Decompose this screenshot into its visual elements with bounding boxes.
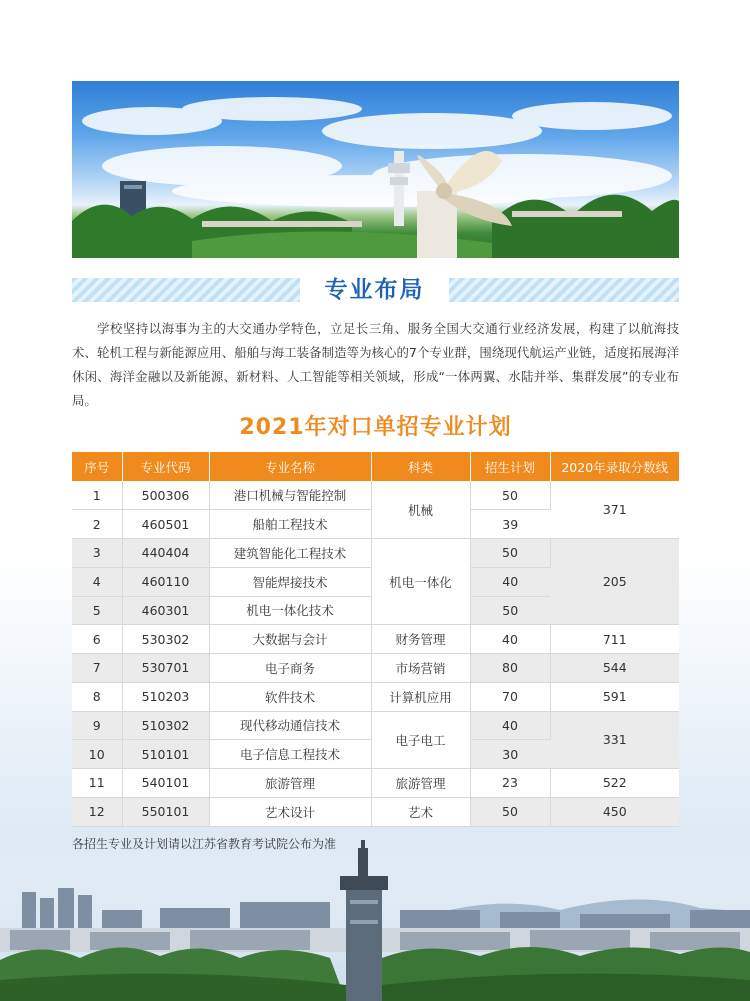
cell-name: 电子信息工程技术 (209, 740, 371, 769)
cell-no: 7 (72, 654, 122, 683)
header-no: 序号 (72, 452, 122, 481)
cell-category: 机械 (371, 481, 470, 539)
cell-code: 460301 (122, 596, 209, 625)
cell-plan: 30 (470, 740, 550, 769)
cell-plan: 50 (470, 797, 550, 826)
cell-plan: 40 (470, 567, 550, 596)
cell-score: 591 (550, 682, 679, 711)
cell-category: 电子电工 (371, 711, 470, 769)
cell-name: 机电一体化技术 (209, 596, 371, 625)
cell-code: 460501 (122, 510, 209, 539)
cell-name: 现代移动通信技术 (209, 711, 371, 740)
enrollment-plan-table (72, 452, 679, 827)
cell-name: 旅游管理 (209, 769, 371, 798)
section-title-bar (72, 275, 679, 305)
cell-name: 船舶工程技术 (209, 510, 371, 539)
cell-code: 510302 (122, 711, 209, 740)
cell-code: 510101 (122, 740, 209, 769)
header-name: 专业名称 (209, 452, 371, 481)
cell-no: 10 (72, 740, 122, 769)
cell-code: 530302 (122, 625, 209, 654)
table-row (72, 682, 679, 711)
table-row (72, 797, 679, 826)
table-row (72, 711, 679, 740)
title-stripe-right (449, 278, 679, 302)
header-plan: 招生计划 (470, 452, 550, 481)
section-title: 专业布局 (324, 277, 425, 303)
cell-plan: 40 (470, 711, 550, 740)
title-stripe-left (72, 278, 300, 302)
cell-plan: 80 (470, 654, 550, 683)
cell-score: 522 (550, 769, 679, 798)
cell-no: 3 (72, 539, 122, 568)
cell-no: 1 (72, 481, 122, 510)
cell-code: 510203 (122, 682, 209, 711)
intro-paragraph: 学校坚持以海事为主的大交通办学特色，立足长三角、服务全国大交通行业经济发展，构建了以航海技术、轮机工程与新能源应用、船舶与海工装备制造等为核心的7个专业群，围绕现代航运产业链，适度拓展海洋休闲、海洋金融以及新能源、新材料、人工智能等相关领域，形成“一体两翼、水陆并举、集群发展”的专业布局。 (72, 321, 679, 408)
table-header-row (72, 452, 679, 481)
cell-no: 11 (72, 769, 122, 798)
cell-no: 4 (72, 567, 122, 596)
table-row (72, 481, 679, 510)
cell-no: 2 (72, 510, 122, 539)
cell-name: 软件技术 (209, 682, 371, 711)
cell-category: 旅游管理 (371, 769, 470, 798)
cell-no: 9 (72, 711, 122, 740)
cell-plan: 23 (470, 769, 550, 798)
header-score: 2020年录取分数线 (550, 452, 679, 481)
cell-no: 12 (72, 797, 122, 826)
cell-no: 5 (72, 596, 122, 625)
cell-plan: 40 (470, 625, 550, 654)
cell-name: 智能焊接技术 (209, 567, 371, 596)
city-skyline-illustration (0, 840, 750, 1001)
cell-category: 财务管理 (371, 625, 470, 654)
table-row (72, 654, 679, 683)
cell-name: 电子商务 (209, 654, 371, 683)
cell-code: 540101 (122, 769, 209, 798)
cell-score: 331 (550, 711, 679, 769)
cell-score: 205 (550, 539, 679, 625)
cell-code: 500306 (122, 481, 209, 510)
cell-name: 艺术设计 (209, 797, 371, 826)
header-category: 科类 (371, 452, 470, 481)
cell-code: 530701 (122, 654, 209, 683)
cell-category: 艺术 (371, 797, 470, 826)
cell-score: 450 (550, 797, 679, 826)
table-row (72, 769, 679, 798)
cell-name: 建筑智能化工程技术 (209, 539, 371, 568)
header-code: 专业代码 (122, 452, 209, 481)
table-title: 2021年对口单招专业计划 (239, 415, 512, 440)
cell-score: 711 (550, 625, 679, 654)
cell-category: 市场营销 (371, 654, 470, 683)
cell-code: 460110 (122, 567, 209, 596)
cell-plan: 39 (470, 510, 550, 539)
cell-name: 港口机械与智能控制 (209, 481, 371, 510)
cell-score: 371 (550, 481, 679, 539)
table-row (72, 625, 679, 654)
cell-no: 6 (72, 625, 122, 654)
cell-name: 大数据与会计 (209, 625, 371, 654)
cell-plan: 50 (470, 481, 550, 510)
cell-category: 计算机应用 (371, 682, 470, 711)
cell-code: 440404 (122, 539, 209, 568)
cell-plan: 50 (470, 539, 550, 568)
cell-plan: 50 (470, 596, 550, 625)
campus-photo-illustration (72, 81, 679, 258)
cell-plan: 70 (470, 682, 550, 711)
table-row (72, 539, 679, 568)
cell-no: 8 (72, 682, 122, 711)
cell-code: 550101 (122, 797, 209, 826)
cell-category: 机电一体化 (371, 539, 470, 625)
campus-photo (72, 81, 679, 258)
city-skyline-image (0, 840, 750, 1001)
cell-score: 544 (550, 654, 679, 683)
